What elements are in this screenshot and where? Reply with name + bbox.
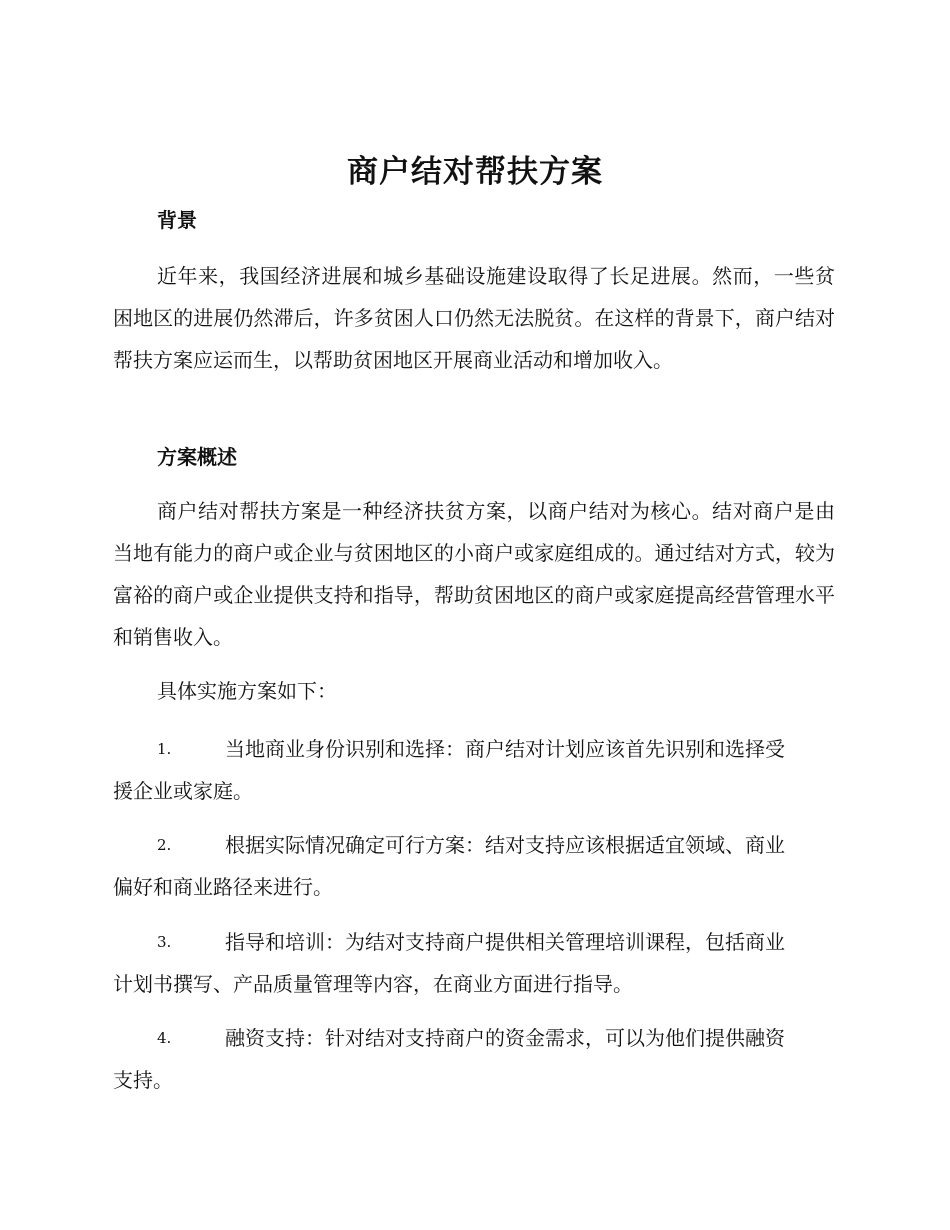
overview-paragraph: 商户结对帮扶方案是一种经济扶贫方案，以商户结对为核心。结对商户是由当地有能力的商户或企业与贫困地区的小商户或家庭组成的。通过结对方式，较为富裕的商户或企业提供支持和指导，帮助贫困地区的商户或家庭提高经营管理水平和销售收入。: [113, 499, 835, 649]
background-paragraph: 近年来，我国经济进展和城乡基础设施建设取得了长足进展。然而，一些贫困地区的进展仍然滞后，许多贫困人口仍然无法脱贫。在这样的背景下，商户结对帮扶方案应运而生，以帮助贫困地区开展商业活动和增加收入。: [113, 264, 835, 372]
document-title: 商户结对帮扶方案: [347, 154, 603, 190]
list-text-line2: 支持。: [113, 1068, 173, 1092]
list-item: [113, 1017, 835, 1101]
list-text-line2: 援企业或家庭。: [113, 779, 253, 803]
list-number: 2.: [157, 836, 172, 854]
list-text-line1: 根据实际情况确定可行方案：结对支持应该根据适宜领域、商业: [225, 833, 785, 857]
list-item: [113, 921, 835, 1005]
list-number: 4.: [157, 1029, 172, 1047]
list-text-line1: 当地商业身份识别和选择：商户结对计划应该首先识别和选择受: [225, 737, 785, 761]
list-number: 3.: [157, 933, 172, 951]
list-text-line1: 融资支持：针对结对支持商户的资金需求，可以为他们提供融资: [225, 1026, 785, 1050]
section-heading-overview: 方案概述: [157, 445, 237, 469]
list-number: 1.: [157, 740, 172, 758]
list-text-line1: 指导和培训：为结对支持商户提供相关管理培训课程，包括商业: [225, 930, 785, 954]
implementation-intro: 具体实施方案如下：: [157, 679, 337, 703]
list-text-line2: 偏好和商业路径来进行。: [113, 875, 333, 899]
section-heading-background: 背景: [157, 208, 197, 232]
list-text-line2: 计划书撰写、产品质量管理等内容，在商业方面进行指导。: [113, 972, 633, 996]
list-item: [113, 728, 835, 812]
list-item: [113, 824, 835, 908]
